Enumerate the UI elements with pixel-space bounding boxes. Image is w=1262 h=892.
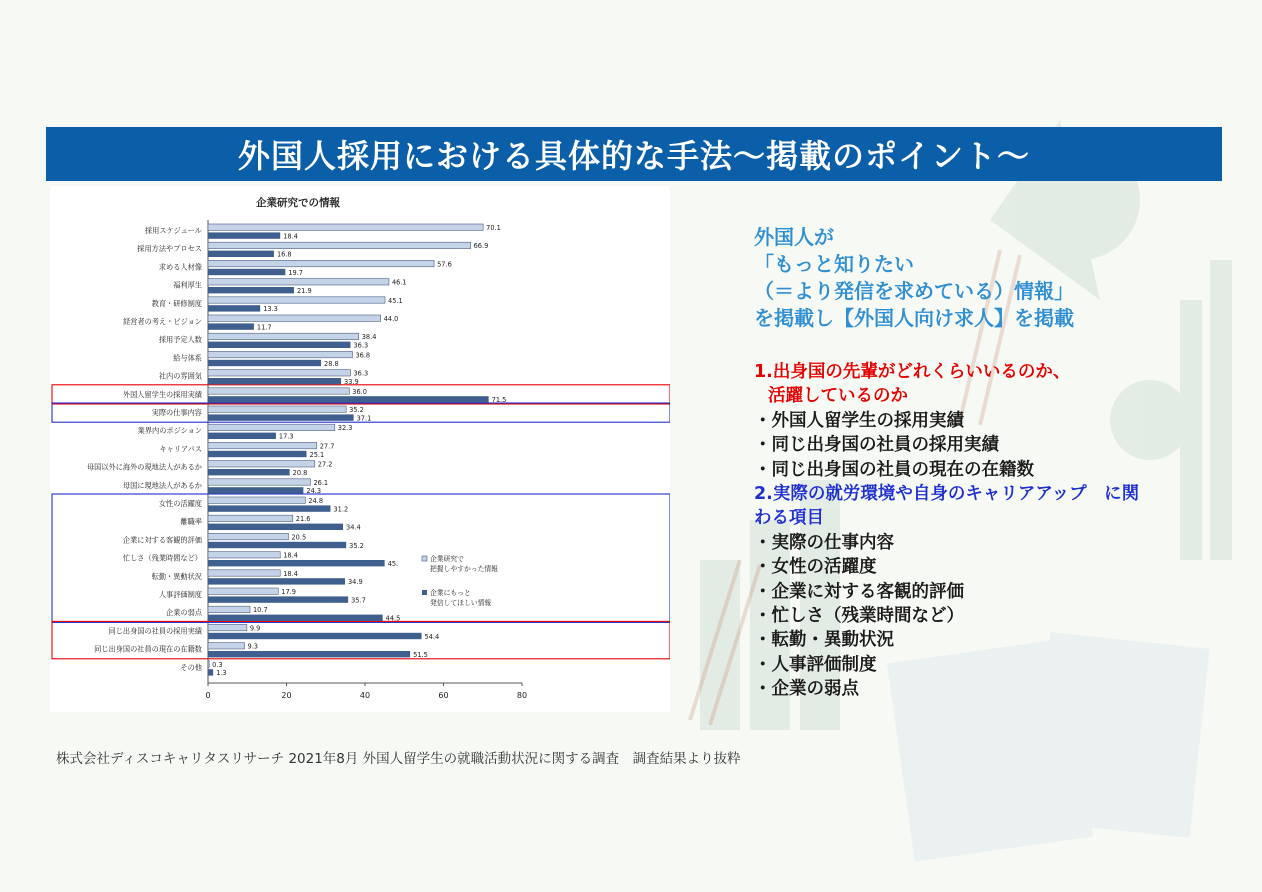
value-label-light: 20.5	[291, 533, 307, 542]
value-label-dark: 11.7	[256, 323, 272, 332]
value-label-dark: 25.1	[309, 450, 325, 459]
point-heading: わる項目	[754, 508, 824, 529]
lead-line: を掲載し【外国人向け求人】を掲載	[754, 306, 1074, 330]
point-heading: 活躍しているのか	[768, 386, 908, 407]
bar-light	[208, 279, 389, 285]
value-label-light: 24.8	[308, 497, 324, 505]
bar-light	[208, 424, 335, 430]
bar-dark	[208, 396, 489, 402]
value-label-light: 10.7	[252, 606, 268, 615]
bar-light	[208, 479, 310, 485]
value-label-light: 9.3	[247, 642, 259, 651]
value-label-dark: 71.5	[491, 396, 507, 405]
bar-light	[208, 351, 352, 357]
x-tick-label: 60	[438, 691, 449, 700]
legend-swatch-light	[422, 556, 427, 561]
category-label: 採用方法やプロセス	[137, 244, 202, 254]
source-note: 株式会社ディスコキャリタスリサーチ 2021年8月 外国人留学生の就職活動状況に関する調査 調査結果より抜粋	[56, 751, 741, 767]
lead-message	[754, 224, 1224, 332]
value-label-dark: 54.4	[424, 632, 440, 641]
value-label-light: 27.7	[319, 442, 335, 451]
point-item: ・外国人留学生の採用実績	[754, 410, 964, 431]
value-label-dark: 19.7	[288, 268, 304, 277]
bar-dark	[208, 560, 385, 566]
point-item: ・女性の活躍度	[754, 557, 877, 578]
category-label: 同じ出身国の社員の採用実績	[108, 626, 202, 636]
value-label-dark: 37.1	[356, 414, 372, 423]
bar-dark	[208, 232, 280, 238]
category-label: 採用スケジュール	[144, 226, 202, 235]
bar-light	[208, 297, 385, 303]
slide-title: 外国人採用における具体的な手法～掲載のポイント～	[46, 127, 1222, 181]
category-label: 転勤・異動状況	[151, 571, 202, 581]
point-item: ・同じ出身国の社員の採用実績	[754, 435, 999, 456]
bar-dark	[208, 487, 303, 493]
bar-light	[208, 643, 245, 649]
category-label: 福利厚生	[173, 280, 202, 290]
bar-light	[208, 661, 209, 667]
legend-label-dark: 企業にもっと発信してほしい情報	[430, 589, 492, 607]
value-label-light: 17.9	[281, 588, 296, 596]
bar-light	[208, 461, 315, 467]
point-item: ・人事評価制度	[754, 654, 877, 675]
bar-light	[208, 333, 359, 339]
value-label-dark: 21.9	[296, 287, 312, 295]
bar-chart	[50, 186, 670, 712]
value-label-dark: 20.8	[292, 469, 308, 477]
key-points-panel	[754, 224, 1224, 702]
category-label: 母国以外に海外の現地法人があるか	[86, 462, 202, 472]
category-label: 女性の活躍度	[158, 499, 202, 508]
category-label: 社内の雰囲気	[158, 371, 202, 381]
value-label-light: 21.6	[295, 515, 311, 524]
bar-light	[208, 370, 350, 376]
bar-light	[208, 242, 471, 248]
category-label: 業界内のポジション	[137, 426, 202, 436]
category-label: 母国に現地法人があるか	[122, 480, 202, 490]
chart-title: 企業研究での情報	[256, 197, 340, 209]
value-label-dark: 33.9	[344, 378, 359, 386]
value-label-dark: 31.2	[333, 505, 349, 514]
x-tick-label: 40	[359, 691, 371, 700]
value-label-light: 26.1	[313, 478, 329, 487]
bar-dark	[208, 451, 307, 457]
value-label-light: 45.1	[388, 296, 403, 305]
value-label-light: 36.8	[355, 351, 371, 360]
bar-light	[208, 315, 381, 321]
value-label-light: 36.3	[353, 369, 369, 378]
lead-line: （＝より発信を求めている）情報」	[754, 279, 1074, 303]
bar-dark	[208, 615, 383, 621]
point-item: ・企業の弱点	[754, 679, 859, 700]
value-label-light: 44.0	[383, 315, 399, 323]
value-label-dark: 28.8	[324, 359, 339, 368]
bar-dark	[208, 360, 321, 366]
value-label-light: 66.9	[473, 242, 489, 251]
category-label: 外国人留学生の採用実績	[122, 389, 202, 399]
category-label: 給与体系	[173, 353, 202, 363]
value-label-dark: 17.3	[278, 432, 294, 441]
bar-light	[208, 624, 247, 630]
point-item: ・転勤・異動状況	[754, 630, 894, 651]
value-label-light: 27.2	[317, 460, 333, 469]
bar-light	[208, 224, 483, 230]
value-label-dark: 44.5	[385, 614, 401, 623]
value-label-light: 36.0	[352, 387, 367, 396]
category-label: 離職率	[180, 517, 202, 527]
category-label: 企業の弱点	[166, 608, 202, 618]
legend-label-light: 企業研究で把握しやすかった情報	[430, 555, 498, 573]
value-label-light: 18.4	[283, 551, 298, 560]
bar-chart-panel	[50, 186, 670, 712]
bar-light	[208, 552, 280, 558]
bar-light	[208, 442, 317, 448]
x-tick-label: 20	[281, 691, 292, 700]
bar-dark	[208, 251, 274, 257]
category-label: 忙しさ（残業時間など）	[122, 553, 202, 563]
bar-light	[208, 533, 288, 539]
bar-dark	[208, 342, 350, 348]
value-label-light: 0.3	[212, 660, 223, 669]
value-label-dark: 34.9	[347, 578, 363, 587]
point-item: ・実際の仕事内容	[754, 532, 894, 553]
bar-dark	[208, 578, 345, 584]
category-label: 求める人材像	[158, 262, 202, 272]
value-label-light: 35.2	[349, 406, 364, 414]
point-item: ・同じ出身国の社員の現在の在籍数	[754, 459, 1034, 480]
bar-dark	[208, 433, 276, 439]
bar-dark	[208, 469, 290, 475]
category-label: 人事評価制度	[158, 590, 202, 599]
value-label-dark: 35.7	[351, 596, 366, 605]
value-label-dark: 24.3	[306, 487, 322, 496]
bar-dark	[208, 305, 260, 311]
bar-light	[208, 606, 250, 612]
category-label: 採用予定人数	[158, 335, 202, 345]
bar-light	[208, 260, 434, 266]
bar-dark	[208, 378, 341, 384]
value-label-dark: 34.4	[346, 523, 361, 532]
value-label-light: 38.4	[361, 333, 377, 342]
value-label-light: 57.6	[437, 260, 452, 269]
value-label-dark: 36.3	[353, 341, 369, 350]
legend-swatch-dark	[422, 590, 427, 595]
bar-light	[208, 588, 278, 594]
bar-light	[208, 497, 305, 503]
value-label-light: 46.1	[391, 278, 407, 287]
point-item: ・忙しさ（残業時間など）	[754, 606, 964, 627]
category-label: 教育・研修制度	[151, 298, 202, 308]
lead-line: 外国人が	[754, 225, 834, 249]
category-label: 実際の仕事内容	[151, 408, 202, 417]
category-label: キャリアパス	[159, 444, 202, 454]
value-label-dark: 13.3	[263, 305, 278, 314]
bar-light	[208, 570, 280, 576]
point-item: ・企業に対する客観的評価	[754, 581, 964, 602]
x-tick-label: 0	[205, 691, 211, 700]
value-label-light: 32.3	[337, 424, 353, 433]
lead-line: 「もっと知りたい	[754, 252, 914, 276]
point-heading: 2.実際の就労環境や自身のキャリアアップ に関	[754, 484, 1140, 505]
point-heading: 1.出身国の先輩がどれくらいいるのか、	[754, 362, 1071, 382]
value-label-dark: 18.4	[283, 232, 298, 241]
bar-light	[208, 388, 349, 394]
value-label-dark: 16.8	[276, 250, 292, 259]
category-label: 経営者の考え・ビジョン	[123, 317, 202, 326]
category-label: その他	[180, 662, 202, 672]
value-label-dark: 1.3	[216, 669, 227, 678]
bar-dark	[208, 414, 354, 420]
bar-dark	[208, 669, 213, 675]
bar-dark	[208, 524, 343, 530]
category-label: 同じ出身国の社員の現在の在籍数	[94, 644, 202, 654]
value-label-light: 70.1	[486, 224, 501, 232]
bar-dark	[208, 287, 294, 293]
value-label-dark: 51.5	[413, 651, 428, 659]
bar-light	[208, 515, 293, 521]
bar-dark	[208, 323, 254, 329]
bar-dark	[208, 269, 285, 275]
bar-dark	[208, 505, 330, 511]
bar-dark	[208, 542, 346, 548]
bar-dark	[208, 633, 422, 639]
value-label-light: 9.9	[249, 624, 261, 633]
x-tick-label: 80	[516, 691, 528, 700]
value-label-dark: 45.	[387, 560, 399, 568]
value-label-light: 18.4	[283, 569, 298, 578]
category-label: 企業に対する客観的評価	[122, 535, 202, 545]
bar-dark	[208, 596, 348, 602]
bar-dark	[208, 651, 410, 657]
bar-light	[208, 406, 346, 412]
points-list	[754, 360, 1224, 702]
value-label-dark: 35.2	[349, 541, 364, 550]
